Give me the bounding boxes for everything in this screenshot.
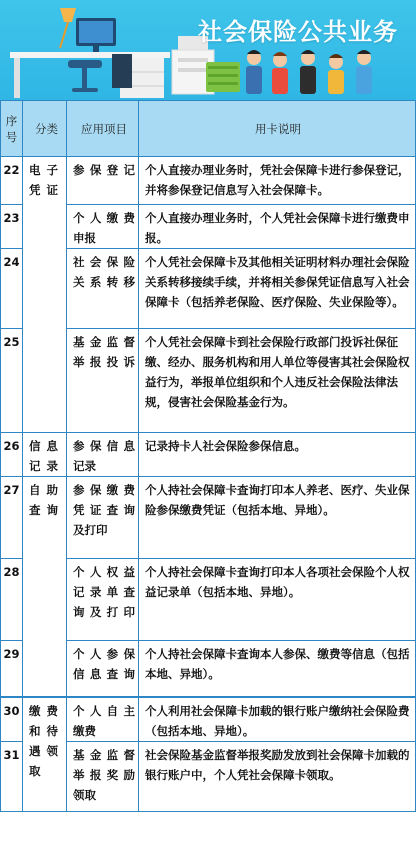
app-line: 个人自主 bbox=[73, 703, 135, 718]
app-line: 参保信息 bbox=[73, 439, 135, 453]
row-number: 27 bbox=[1, 477, 23, 559]
row-number: 25 bbox=[1, 329, 23, 433]
row-app bbox=[67, 433, 139, 477]
row-app bbox=[67, 477, 139, 559]
row-description: 个人持社会保障卡查询打印本人养老、医疗、失业保险参保缴费凭证（包括本地、异地）。 bbox=[139, 477, 416, 559]
row-number: 24 bbox=[1, 249, 23, 329]
app-line: 基金监督 bbox=[73, 747, 135, 762]
app-line: 关系转移 bbox=[73, 275, 135, 289]
row-number: 22 bbox=[1, 157, 23, 205]
row-description: 个人利用社会保障卡加载的银行账户缴纳社会保险费（包括本地、异地）。 bbox=[139, 697, 416, 742]
row-description: 个人凭社会保障卡及其他相关证明材料办理社会保险关系转移接续手续，并将相关参保凭证信息写入社会保障卡（包括养老保险、医疗保险、失业保险等）。 bbox=[139, 249, 416, 329]
row-app bbox=[67, 157, 139, 205]
app-line: 询及打印 bbox=[73, 605, 135, 619]
row-description: 个人持社会保障卡查询本人参保、缴费等信息（包括本地、异地）。 bbox=[139, 641, 416, 697]
app-line: 个人参保 bbox=[73, 647, 135, 661]
row-number: 23 bbox=[1, 205, 23, 249]
app-line: 基金监督 bbox=[73, 335, 135, 349]
app-line: 记录单查 bbox=[73, 585, 135, 599]
app-line: 举报奖励 bbox=[73, 767, 135, 782]
app-line: 信息查询 bbox=[73, 667, 135, 681]
row-category: 缴费和待遇领取 bbox=[23, 697, 67, 812]
row-number: 31 bbox=[1, 741, 23, 811]
banner-title: 社会保险公共业务 bbox=[198, 18, 398, 46]
header-desc: 用卡说明 bbox=[139, 101, 416, 157]
person-icon bbox=[246, 50, 262, 94]
header-app: 应用项目 bbox=[67, 101, 139, 157]
table-row bbox=[1, 157, 416, 205]
app-line: 及打印 bbox=[73, 523, 108, 537]
app-line: 个人缴费 bbox=[73, 211, 135, 225]
row-category: 信息记录 bbox=[23, 433, 67, 477]
row-category: 自助查询 bbox=[23, 477, 67, 697]
row-app bbox=[67, 329, 139, 433]
row-number: 28 bbox=[1, 559, 23, 641]
row-app bbox=[67, 741, 139, 811]
app-line: 社会保险 bbox=[73, 255, 135, 269]
row-number: 26 bbox=[1, 433, 23, 477]
row-app bbox=[67, 559, 139, 641]
app-line: 领取 bbox=[73, 787, 96, 802]
row-app bbox=[67, 697, 139, 742]
row-category: 电子凭证 bbox=[23, 157, 67, 433]
row-app bbox=[67, 249, 139, 329]
row-description: 个人直接办理业务时，凭社会保障卡进行参保登记，并将参保登记信息写入社会保障卡。 bbox=[139, 157, 416, 205]
header-no: 序号 bbox=[1, 101, 23, 157]
row-app bbox=[67, 641, 139, 697]
table-row bbox=[1, 697, 416, 742]
row-description: 记录持卡人社会保险参保信息。 bbox=[139, 433, 416, 477]
app-line: 参保登记 bbox=[73, 163, 135, 177]
row-app bbox=[67, 205, 139, 249]
row-description: 个人持社会保障卡查询打印本人各项社会保险个人权益记录单（包括本地、异地）。 bbox=[139, 559, 416, 641]
table-row bbox=[1, 433, 416, 477]
table-row bbox=[1, 477, 416, 559]
app-line: 举报投诉 bbox=[73, 355, 135, 369]
table-header-row bbox=[1, 101, 416, 157]
app-line: 个人权益 bbox=[73, 565, 135, 579]
service-table bbox=[0, 100, 416, 812]
app-line: 记录 bbox=[73, 459, 96, 473]
row-description: 社会保险基金监督举报奖励发放到社会保障卡加载的银行账户中，个人凭社会保障卡领取。 bbox=[139, 741, 416, 811]
row-description: 个人凭社会保障卡到社会保险行政部门投诉社保征缴、经办、服务机构和用人单位等侵害其社会保险权益行为，举报单位组织和个人违反社会保险法律法规，侵害社会保险基金行为。 bbox=[139, 329, 416, 433]
app-line: 凭证查询 bbox=[73, 503, 135, 517]
banner bbox=[0, 0, 416, 100]
app-line: 参保缴费 bbox=[73, 483, 135, 497]
header-category: 分类 bbox=[23, 101, 67, 157]
row-description: 个人直接办理业务时，个人凭社会保障卡进行缴费申报。 bbox=[139, 205, 416, 249]
row-number: 29 bbox=[1, 641, 23, 697]
app-line: 申报 bbox=[73, 231, 96, 245]
app-line: 缴费 bbox=[73, 723, 96, 738]
row-number: 30 bbox=[1, 697, 23, 742]
